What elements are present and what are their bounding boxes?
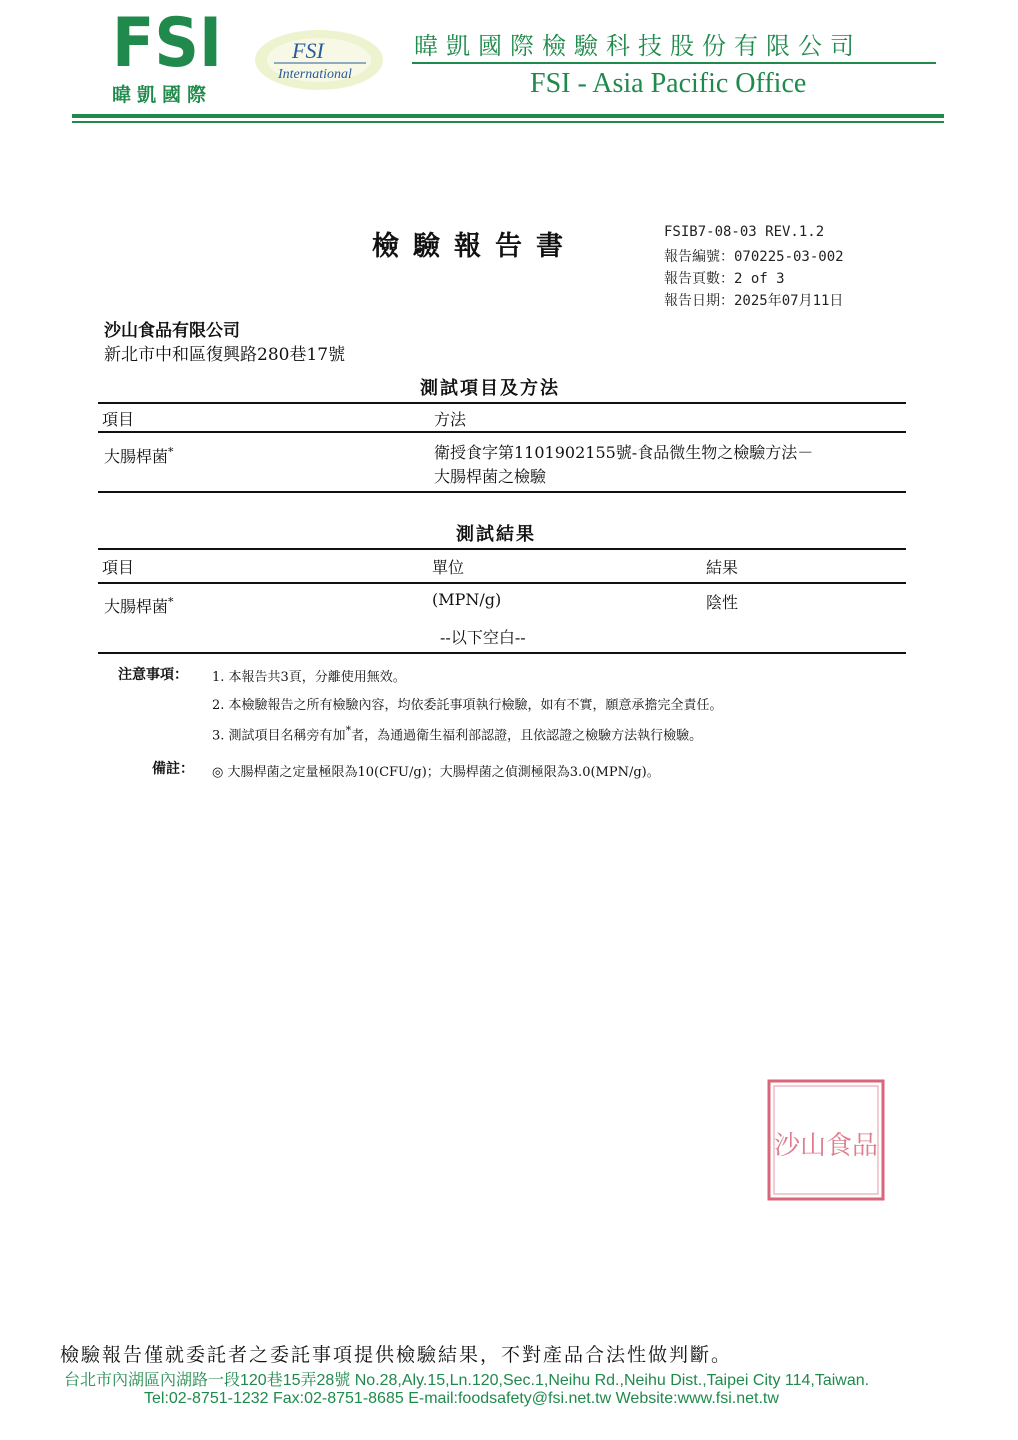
accreditation-mark: * bbox=[345, 724, 352, 737]
methods-header-rule bbox=[98, 431, 906, 433]
logo-subtitle: 暐凱國際 bbox=[112, 84, 213, 106]
client-address: 新北市中和區復興路280巷17號 bbox=[104, 345, 346, 365]
fsi-international-logo bbox=[254, 28, 384, 92]
methods-bottom-rule bbox=[98, 491, 906, 493]
header-rule-thin bbox=[72, 121, 944, 123]
report-title: 檢驗報告書 bbox=[372, 231, 577, 262]
methods-row-method-line1: 衛授食字第1101902155號-食品微生物之檢驗方法－ bbox=[434, 443, 814, 462]
note-3 bbox=[212, 724, 702, 743]
methods-row-method-line2: 大腸桿菌之檢驗 bbox=[434, 467, 547, 486]
footer-address: 台北市內湖區內湖路一段120巷15弄28號 No.28,Aly.15,Ln.120,Sec.1,Neihu Rd.,Neihu Dist.,Taipei City 114,Taiwan. bbox=[64, 1372, 870, 1389]
client-name: 沙山食品有限公司 bbox=[104, 321, 240, 341]
results-row-result: 陰性 bbox=[706, 593, 739, 612]
company-name-zh: 暐凱國際檢驗科技股份有限公司 bbox=[414, 32, 862, 60]
results-col-result: 結果 bbox=[706, 558, 739, 577]
report-date: 報告日期：2025年07月11日 bbox=[664, 293, 844, 309]
note-1: 1. 本報告共3頁，分離使用無效。 bbox=[212, 670, 406, 685]
note-3-text-a: 測試項目名稱旁有加 bbox=[228, 728, 346, 744]
remark-label: 備註： bbox=[152, 761, 194, 777]
form-code: FSIB7-08-03 REV.1.2 bbox=[664, 224, 825, 240]
company-name-en: FSI - Asia Pacific Office bbox=[530, 68, 807, 99]
report-number: 報告編號：070225-03-002 bbox=[664, 249, 844, 265]
results-row-item bbox=[104, 594, 174, 617]
remark-text: ◎ 大腸桿菌之定量極限為10(CFU/g)；大腸桿菌之偵測極限為3.0(MPN/g)。 bbox=[212, 765, 660, 780]
results-col-unit: 單位 bbox=[432, 558, 465, 577]
notes-label: 注意事項： bbox=[118, 667, 188, 683]
note-3-text-b: 者，為通過衛生福利部認證，且依認證之檢驗方法執行檢驗。 bbox=[351, 728, 703, 744]
results-section-title: 測試結果 bbox=[456, 524, 536, 545]
results-bottom-rule bbox=[98, 652, 906, 654]
accreditation-mark: * bbox=[168, 595, 174, 609]
methods-section-title: 測試項目及方法 bbox=[420, 378, 560, 399]
fsi-logo bbox=[112, 10, 224, 72]
stamp-text: 沙山食品 bbox=[773, 1131, 879, 1161]
company-seal-stamp bbox=[766, 1078, 886, 1202]
header-rule-thick bbox=[72, 114, 944, 118]
methods-col-method: 方法 bbox=[434, 410, 467, 429]
footer-contact: Tel:02-8751-1232 Fax:02-8751-8685 E-mail:foodsafety@fsi.net.tw Website:www.fsi.net.tw bbox=[144, 1390, 779, 1407]
results-col-item: 項目 bbox=[102, 558, 135, 577]
intl-logo-bottom: International bbox=[278, 67, 352, 82]
footer-disclaimer: 檢驗報告僅就委託者之委託事項提供檢驗結果，不對產品合法性做判斷。 bbox=[60, 1344, 733, 1366]
methods-row-item-text: 大腸桿菌 bbox=[104, 447, 169, 466]
note-2: 2. 本檢驗報告之所有檢驗內容，均依委託事項執行檢驗，如有不實，願意承擔完全責任。 bbox=[212, 698, 723, 713]
methods-top-rule bbox=[98, 402, 906, 404]
results-row-unit: (MPN/g) bbox=[432, 590, 502, 609]
results-header-rule bbox=[98, 582, 906, 584]
blank-below-note: --以下空白-- bbox=[440, 628, 526, 647]
intl-logo-top: FSI bbox=[292, 38, 324, 63]
fsi-logo-text: FSI bbox=[112, 10, 222, 72]
note-3-number: 3. bbox=[212, 728, 225, 744]
methods-row-item bbox=[104, 444, 174, 467]
accreditation-mark: * bbox=[168, 445, 174, 459]
results-top-rule bbox=[98, 548, 906, 550]
company-divider bbox=[412, 62, 936, 64]
results-row-item-text: 大腸桿菌 bbox=[104, 597, 169, 616]
methods-col-item: 項目 bbox=[102, 410, 135, 429]
report-pages: 報告頁數：2 of 3 bbox=[664, 271, 785, 287]
